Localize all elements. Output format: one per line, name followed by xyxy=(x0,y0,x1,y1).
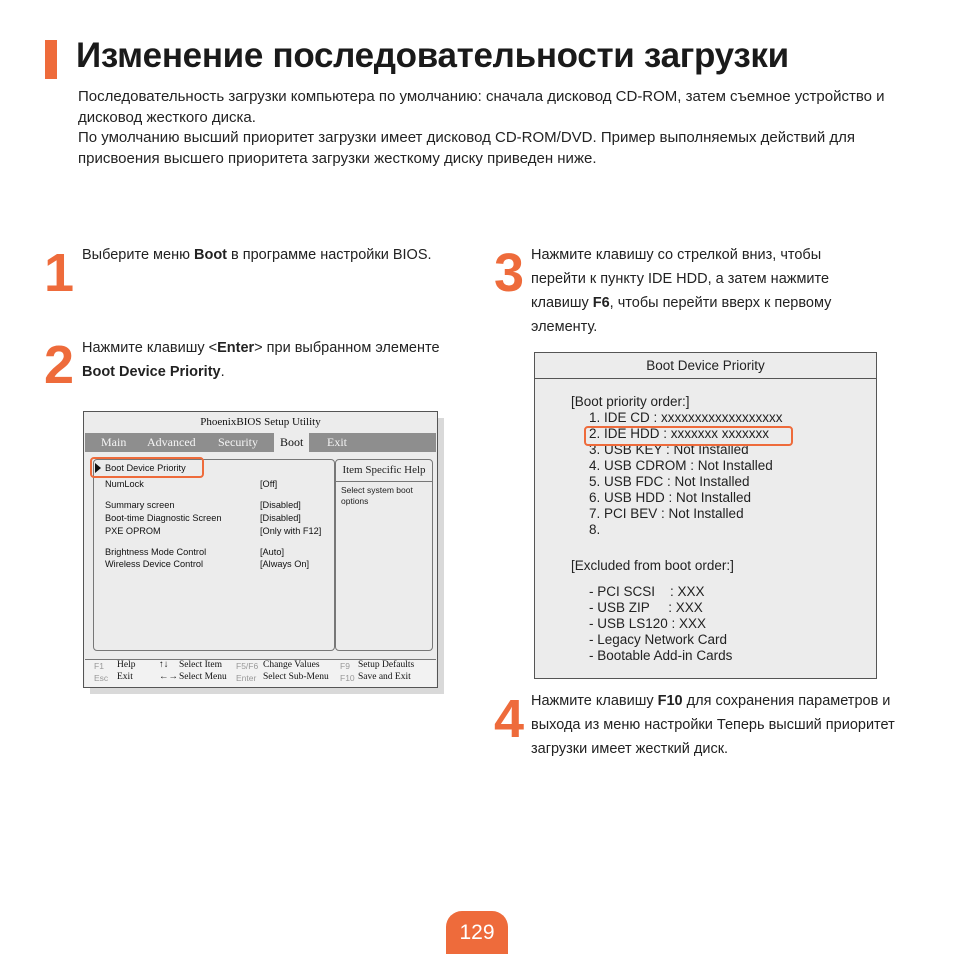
bios-item-diagnostic-screen[interactable]: Boot-time Diagnostic Screen xyxy=(105,513,222,523)
bios-key-f10: F10 xyxy=(340,673,355,683)
bios-help-panel xyxy=(335,459,433,651)
step-2-text-b: > при выбранном элементе xyxy=(254,340,440,356)
step-3-number: 3 xyxy=(494,243,525,303)
step-4-key: F10 xyxy=(657,693,683,709)
excluded-item-5[interactable]: - Bootable Add-in Cards xyxy=(589,648,733,663)
boot-order-item-7[interactable]: 7. PCI BEV : Not Installed xyxy=(589,506,744,521)
bios-key-enter: Enter xyxy=(236,673,257,683)
title-accent-bar xyxy=(45,40,57,79)
boot-order-item-6[interactable]: 6. USB HDD : Not Installed xyxy=(589,490,752,505)
page-title: Изменение последовательности загрузки xyxy=(76,36,789,75)
boot-order-item-5[interactable]: 5. USB FDC : Not Installed xyxy=(589,474,750,489)
step-1-text xyxy=(82,243,442,267)
step-1-text-b: в программе настройки BIOS. xyxy=(227,247,432,263)
bios-footer-setup-defaults: Setup Defaults xyxy=(358,660,415,670)
bios-key-f9: F9 xyxy=(340,661,350,671)
bios-item-boot-device-priority[interactable]: Boot Device Priority xyxy=(105,463,186,473)
boot-device-priority-highlight xyxy=(90,457,204,478)
bios-item-numlock[interactable]: NumLock xyxy=(105,479,144,489)
ide-hdd-highlight xyxy=(584,426,793,446)
bios-item-summary-screen[interactable]: Summary screen xyxy=(105,500,175,510)
excluded-item-3[interactable]: - USB LS120 : XXX xyxy=(589,616,707,631)
step-3-key: F6 xyxy=(592,295,610,311)
bios-menu-main[interactable]: Main xyxy=(101,435,127,449)
boot-order-item-1[interactable]: 1. IDE CD : xxxxxxxxxxxxxxxxxx xyxy=(589,410,783,425)
step-3-text-b: , чтобы перейти вверх к первому элементу. xyxy=(531,295,832,335)
step-3-text-a: Нажмите клавишу со стрелкой вниз, чтобы перейти к пункту IDE HDD, а затем нажмите клавишу xyxy=(531,247,830,311)
bios-key-f1: F1 xyxy=(94,661,104,671)
up-down-arrows-icon: ↑↓ xyxy=(159,660,169,670)
bios-item-brightness-mode[interactable]: Brightness Mode Control xyxy=(105,547,207,557)
excluded-order-label: [Excluded from boot order:] xyxy=(571,558,734,573)
step-2-text xyxy=(82,336,442,384)
bios-help-text: Select system boot options xyxy=(341,485,413,506)
bios-settings-panel xyxy=(93,459,335,651)
bios-value-brightness-mode[interactable]: [Auto] xyxy=(260,547,285,557)
bios-item-wireless-control[interactable]: Wireless Device Control xyxy=(105,559,204,569)
excluded-item-4[interactable]: - Legacy Network Card xyxy=(589,632,728,647)
boot-order-item-3[interactable]: 3. USB KEY : Not Installed xyxy=(589,442,749,457)
bios-value-numlock[interactable]: [Off] xyxy=(260,479,278,489)
bios-menu-advanced[interactable]: Advanced xyxy=(147,435,196,449)
step-2-text-a: Нажмите клавишу < xyxy=(82,340,218,356)
step-3-text xyxy=(531,243,876,339)
bios-footer-select-item: Select Item xyxy=(179,660,222,670)
step-1-number: 1 xyxy=(44,243,75,303)
bios-menu-exit[interactable]: Exit xyxy=(327,435,347,449)
bios-key-f5f6: F5/F6 xyxy=(236,661,259,671)
step-4-text-a: Нажмите клавишу xyxy=(531,693,658,709)
step-4-number: 4 xyxy=(494,689,525,749)
step-4-text-b: для сохранения параметров и выхода из меню настройки Теперь высший приоритет загрузки имеет жесткий диск. xyxy=(531,693,895,757)
bios-item-pxe-oprom[interactable]: PXE OPROM xyxy=(105,526,161,536)
boot-order-item-2[interactable]: 2. IDE HDD : xxxxxxx xxxxxxx xyxy=(589,426,770,441)
bios-footer-select-sub-menu: Select Sub-Menu xyxy=(263,672,329,682)
intro-text xyxy=(78,87,918,169)
step-2-number: 2 xyxy=(44,335,75,395)
bios-value-pxe-oprom[interactable]: [Only with F12] xyxy=(260,526,322,536)
bios-footer-help: Help xyxy=(117,660,136,670)
bios-title: PhoenixBIOS Setup Utility xyxy=(200,416,321,428)
step-1-key: Boot xyxy=(193,247,227,263)
bios-key-esc: Esc xyxy=(94,673,109,683)
step-1-text-a: Выберите меню xyxy=(82,247,194,263)
boot-order-item-4[interactable]: 4. USB CDROM : Not Installed xyxy=(589,458,773,473)
step-2-item: Boot Device Priority xyxy=(82,364,221,380)
step-4-text xyxy=(531,689,911,761)
excluded-item-1[interactable]: - PCI SCSI : XXX xyxy=(589,584,705,599)
step-2-key: Enter xyxy=(217,340,255,356)
bios-help-title: Item Specific Help xyxy=(336,460,432,482)
page-number: 129 xyxy=(446,911,508,954)
bios-footer xyxy=(85,659,436,687)
bios-value-summary-screen[interactable]: [Disabled] xyxy=(260,500,301,510)
bios-footer-save-exit: Save and Exit xyxy=(358,672,411,682)
bios-value-diagnostic-screen[interactable]: [Disabled] xyxy=(260,513,301,523)
intro-paragraph-1: Последовательность загрузки компьютера по умолчанию: сначала дисковод CD-ROM, затем съемное устройство и дисковод жесткого диска. xyxy=(78,88,885,126)
intro-paragraph-2: По умолчанию высший приоритет загрузки имеет дисковод CD-ROM/DVD. Пример выполняемых действий для присвоения высшего приоритета загрузки жесткому диску приведен ниже. xyxy=(78,129,856,167)
boot-order-item-8[interactable]: 8. xyxy=(589,522,601,537)
step-2-text-c: . xyxy=(220,364,225,380)
bios-footer-exit: Exit xyxy=(117,672,133,682)
left-right-arrows-icon: ←→ xyxy=(159,672,178,682)
bios-footer-change-values: Change Values xyxy=(263,660,320,670)
bios-footer-select-menu: Select Menu xyxy=(179,672,227,682)
bios-setup-window xyxy=(83,411,438,688)
bios-menu-security[interactable]: Security xyxy=(218,435,258,449)
bios-menubar xyxy=(85,433,436,452)
bios-menu-boot[interactable]: Boot xyxy=(274,433,309,452)
boot-device-priority-panel xyxy=(534,352,877,679)
bios-value-wireless-control[interactable]: [Always On] xyxy=(260,559,310,569)
boot-priority-header: Boot Device Priority xyxy=(535,353,876,379)
excluded-item-2[interactable]: - USB ZIP : XXX xyxy=(589,600,703,615)
boot-order-label: [Boot priority order:] xyxy=(571,394,690,409)
